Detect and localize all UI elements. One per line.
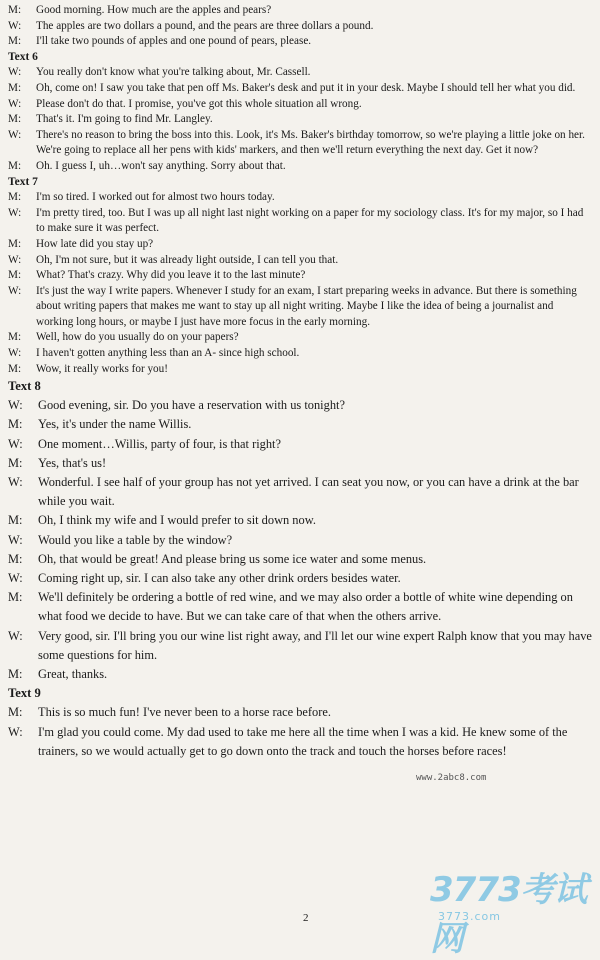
utterance-text: There's no reason to bring the boss into this. Look, it's Ms. Baker's birthday tomorrow, so we're playing a little joke on her. We're going to replace all her pens with kids' markers, and then we'll return everything the next day. Get it now? [36,128,585,157]
utterance-text: One moment…Willis, party of four, is that right? [38,436,281,451]
dialogue-line [8,703,592,722]
speaker-label: M: [8,81,22,94]
speaker-label: W: [8,128,22,141]
dialogue-line [8,253,592,269]
speaker-label: W: [8,253,22,266]
dialogue-line [8,81,592,97]
utterance-text: Please don't do that. I promise, you've got this whole situation all wrong. [36,97,362,110]
utterance-text: How late did you stay up? [36,237,154,250]
dialogue-line [8,665,592,684]
utterance-text: Good evening, sir. Do you have a reservation with us tonight? [38,398,345,413]
dialogue-line [8,550,592,569]
dialogue-line [8,435,592,454]
speaker-label: W: [8,19,22,32]
speaker-label: M: [8,417,23,432]
dialogue-block [8,175,592,378]
page-number: 2 [303,912,309,924]
speaker-label: M: [8,551,23,566]
section-heading: Text 9 [8,686,41,701]
text-9 [8,684,592,761]
dialogue-line [8,531,592,550]
speaker-label: M: [8,35,22,48]
utterance-text: I'm glad you could come. My dad used to take me here all the time when I was a kid. He knew some of the trainers, so we would actually get to go down onto the track and touch the horses before races! [38,724,568,758]
speaker-label: M: [8,513,23,528]
logo-sub-text: 3773.com [438,910,501,923]
utterance-text: Oh. I guess I, uh…won't say anything. Sorry about that. [36,159,286,172]
speaker-label: W: [8,532,23,547]
speaker-label: W: [8,475,23,490]
dialogue-line [8,97,592,113]
text-7 [8,175,592,378]
utterance-text: It's just the way I write papers. Whenever I study for an exam, I start preparing weeks in advance. But there is something about writing papers that makes me want to stay up all night writing. Maybe I like the idea of being a journalist and working long hours, or maybe I just have more focus in the early morning. [36,284,577,328]
dialogue-line [8,473,592,511]
section-heading: Text 7 [8,175,38,188]
speaker-label: M: [8,4,22,16]
dialogue-line [8,268,592,284]
speaker-label: W: [8,724,23,739]
dialogue-line [8,454,592,473]
text-6 [8,50,592,175]
speaker-label: M: [8,269,22,282]
dialogue-line [8,588,592,626]
speaker-label: M: [8,331,22,344]
utterance-text: I'll take two pounds of apples and one pound of pears, please. [36,35,312,48]
dialogue-line [8,112,592,128]
utterance-text: Oh, I think my wife and I would prefer to sit down now. [38,513,316,528]
speaker-label: M: [8,362,22,375]
section-heading: Text 8 [8,379,41,394]
dialogue-line [8,237,592,253]
speaker-label: M: [8,159,22,172]
dialogue-block [8,684,592,761]
utterance-text: Coming right up, sir. I can also take any other drink orders besides water. [38,571,401,586]
speaker-label: M: [8,705,23,720]
speaker-label: M: [8,455,23,470]
speaker-label: M: [8,237,22,250]
speaker-label: W: [8,97,22,110]
dialogue-line [8,396,592,415]
dialogue-line [8,415,592,434]
utterance-text: I haven't gotten anything less than an A- since high school. [36,347,300,360]
utterance-text: Well, how do you usually do on your papers? [36,331,239,344]
utterance-text: Great, thanks. [38,667,108,682]
dialogue-line [8,511,592,530]
utterance-text: Yes, that's us! [38,455,107,470]
utterance-text: Good morning. How much are the apples and pears? [36,4,272,16]
speaker-label: W: [8,628,23,643]
speaker-label: W: [8,66,22,79]
dialogue-line [8,159,592,175]
dialogue-line [8,34,592,50]
speaker-label: W: [8,347,22,360]
speaker-label: M: [8,191,22,204]
dialogue-block [8,3,592,50]
text-5-end [8,3,592,50]
speaker-label: M: [8,590,23,605]
dialogue-line [8,569,592,588]
dialogue-line [8,19,592,35]
utterance-text: Wow, it really works for you! [36,362,168,375]
dialogue-line [8,3,592,19]
speaker-label: W: [8,206,22,219]
logo-main-text: 3773考试网 [430,870,587,959]
utterance-text: Yes, it's under the name Willis. [38,417,192,432]
utterance-text: Oh, that would be great! And please bring us some ice water and some menus. [38,551,427,566]
utterance-text: Would you like a table by the window? [38,532,233,547]
utterance-text: You really don't know what you're talking about, Mr. Cassell. [36,66,311,79]
dialogue-line [8,723,592,761]
speaker-label: M: [8,113,22,126]
dialogue-line [8,627,592,665]
utterance-text: Wonderful. I see half of your group has not yet arrived. I can seat you now, or you can have a drink at the bar while you wait. [38,475,579,509]
speaker-label: W: [8,284,22,297]
dialogue-line [8,190,592,206]
dialogue-block [8,377,592,684]
utterance-text: What? That's crazy. Why did you leave it to the last minute? [36,269,306,282]
utterance-text: Very good, sir. I'll bring you our wine list right away, and I'll let our wine expert Ralph know that you may have some questions for him. [38,628,592,662]
dialogue-line [8,206,592,237]
speaker-label: W: [8,436,23,451]
speaker-label: W: [8,571,23,586]
dialogue-line [8,330,592,346]
dialogue-line [8,362,592,378]
dialogue-line [8,346,592,362]
dialogue-line [8,284,592,331]
site-logo [430,860,600,959]
utterance-text: We'll definitely be ordering a bottle of red wine, and we may also order a bottle of white wine depending on what food we decide to have. But we can take care of that when the others arrive. [38,590,573,624]
utterance-text: I'm pretty tired, too. But I was up all night last night working on a paper for my sociology class. It's for my major, so I had to make sure it was perfect. [36,206,584,235]
text-8 [8,377,592,684]
speaker-label: M: [8,667,23,682]
utterance-text: That's it. I'm going to find Mr. Langley. [36,113,213,126]
utterance-text: The apples are two dollars a pound, and the pears are three dollars a pound. [36,19,374,32]
dialogue-block [8,50,592,175]
utterance-text: I'm so tired. I worked out for almost two hours today. [36,191,275,204]
section-heading: Text 6 [8,50,38,63]
watermark-url: www.2abc8.com [416,773,487,783]
speaker-label: W: [8,398,23,413]
dialogue-line [8,65,592,81]
utterance-text: Oh, come on! I saw you take that pen off Ms. Baker's desk and put it in your desk. Maybe I should tell her what you did. [36,81,576,94]
utterance-text: Oh, I'm not sure, but it was already light outside, I can tell you that. [36,253,339,266]
utterance-text: This is so much fun! I've never been to a horse race before. [38,705,331,720]
dialogue-line [8,128,592,159]
